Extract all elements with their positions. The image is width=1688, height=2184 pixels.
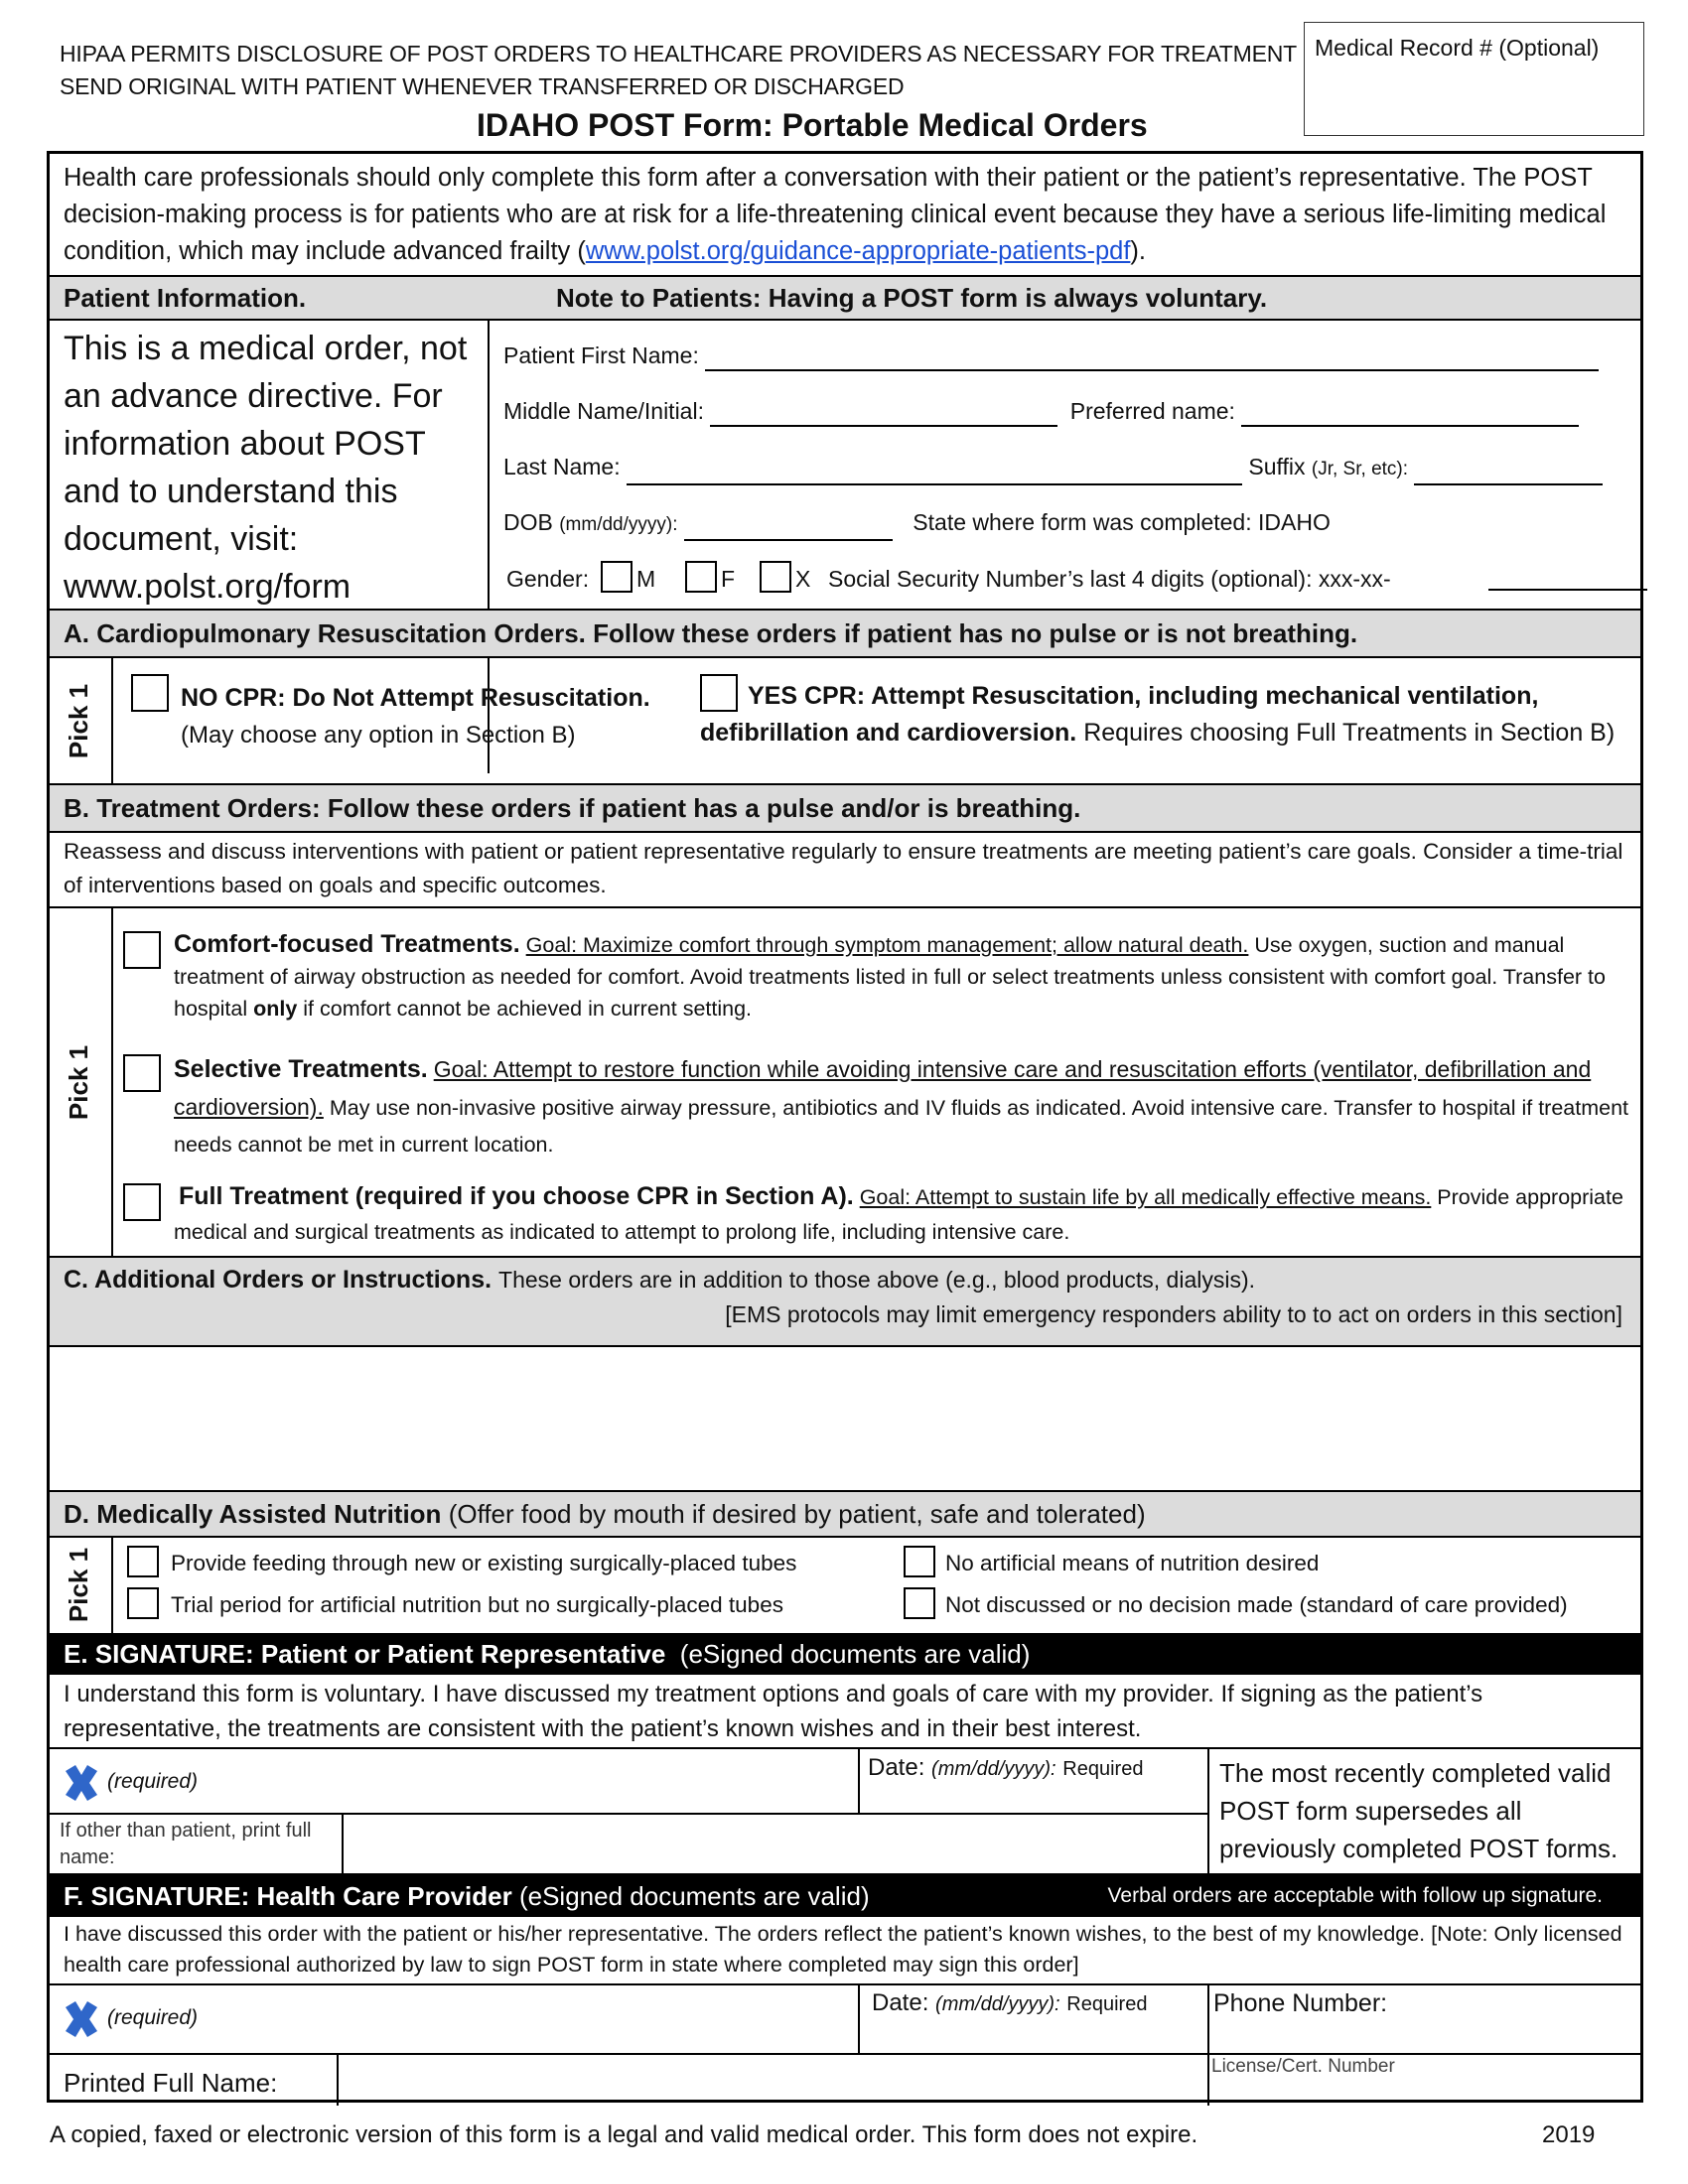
verbal-orders-note: Verbal orders are acceptable with follow up signature. <box>1107 1884 1603 1907</box>
nutrition-none-label: No artificial means of nutrition desired <box>945 1551 1320 1575</box>
state-completed: State where form was completed: IDAHO <box>913 509 1331 535</box>
gender-x-checkbox[interactable] <box>760 561 791 593</box>
medical-record-field[interactable] <box>1304 22 1644 136</box>
patient-sig-required: (required) <box>107 1770 199 1793</box>
sign-here-icon <box>60 1761 103 1805</box>
yes-cpr-note: Requires choosing Full Treatments in Section B) <box>1083 719 1616 747</box>
intro-text <box>64 160 1632 270</box>
preferred-name-input[interactable] <box>1241 401 1579 427</box>
last-name-input[interactable] <box>627 460 1242 485</box>
full-treatment-checkbox[interactable] <box>123 1183 161 1221</box>
nutrition-trial-label: Trial period for artificial nutrition but no surgically-placed tubes <box>171 1592 783 1617</box>
ssn-label: Social Security Number’s last 4 digits (optional): xxx-xx- <box>828 566 1391 592</box>
no-cpr-checkbox[interactable] <box>131 674 169 712</box>
patient-info-header <box>50 277 1640 319</box>
patient-date-hint: (mm/dd/yyyy): <box>931 1758 1056 1780</box>
section-a-header: A. Cardiopulmonary Resuscitation Orders. Follow these orders if patient has no pulse or is not breathing. <box>50 611 1640 656</box>
full-treatment-label: Full Treatment (required if you choose CPR in Section A). <box>179 1182 854 1210</box>
full-treatment-text <box>174 1179 1628 1250</box>
printed-name-label: Printed Full Name: <box>64 2068 278 2098</box>
section-d-pick <box>50 1538 109 1631</box>
nutrition-undecided-label: Not discussed or no decision made (standard of care provided) <box>945 1592 1568 1617</box>
hipaa-line-2: SEND ORIGINAL WITH PATIENT WHENEVER TRANSFERRED OR DISCHARGED <box>60 73 905 99</box>
section-d-desc: (Offer food by mouth if desired by patient, safe and tolerated) <box>448 1498 1146 1529</box>
section-d-header <box>50 1492 1640 1536</box>
section-c-label: C. Additional Orders or Instructions. <box>64 1266 492 1294</box>
comfort-goal: Goal: Maximize comfort through symptom management; allow natural death. <box>525 933 1249 957</box>
gender-row <box>506 563 1638 603</box>
section-b-header: B. Treatment Orders: Follow these orders if patient has a pulse and/or is breathing. <box>50 785 1640 831</box>
ssn-input[interactable] <box>1488 565 1647 591</box>
supersede-notice: The most recently completed valid POST form supersedes all previously completed POST forms. <box>1219 1758 1618 1863</box>
comfort-checkbox[interactable] <box>123 931 161 969</box>
license-number-field[interactable] <box>1211 2056 1395 2078</box>
voluntary-note: Note to Patients: Having a POST form is always voluntary. <box>556 282 1268 313</box>
last-name-row <box>503 451 1635 485</box>
form-year: 2019 <box>1542 2121 1596 2148</box>
comfort-label: Comfort-focused Treatments. <box>174 930 520 958</box>
dob-label: DOB <box>503 509 553 535</box>
other-name-label: If other than patient, print full name: <box>60 1820 312 1868</box>
section-b-note: Reassess and discuss interventions with patient or patient representative regularly to ensure treatments are meeting patient’s care goals. Consider a time-trial of interventions based on goals and specific outcomes. <box>64 839 1623 897</box>
gender-x-label: X <box>795 566 811 592</box>
patient-date-required: Required <box>1062 1758 1144 1780</box>
section-d-label: D. Medically Assisted Nutrition <box>64 1498 442 1529</box>
printed-name-input[interactable] <box>339 2055 1205 2106</box>
section-f-desc: (eSigned documents are valid) <box>518 1880 870 1911</box>
selective-label: Selective Treatments. <box>174 1055 428 1083</box>
license-number-label: License/Cert. Number <box>1211 2056 1395 2077</box>
patient-info-title: Patient Information. <box>64 282 307 313</box>
provider-date-hint: (mm/dd/yyyy): <box>935 1993 1060 2015</box>
gender-label: Gender: <box>506 566 590 592</box>
provider-date-required: Required <box>1066 1993 1148 2015</box>
no-cpr-label: NO CPR: Do Not Attempt Resuscitation. <box>181 684 650 712</box>
nutrition-trial-checkbox[interactable] <box>127 1587 159 1619</box>
dob-row <box>503 506 1635 541</box>
section-f-label: F. SIGNATURE: Health Care Provider <box>64 1880 512 1911</box>
nutrition-undecided-checkbox[interactable] <box>904 1587 935 1619</box>
suffix-hint: (Jr, Sr, etc): <box>1311 459 1409 479</box>
no-cpr-note: (May choose any option in Section B) <box>181 722 576 749</box>
additional-orders-input[interactable] <box>50 1347 1640 1490</box>
nutrition-none-checkbox[interactable] <box>904 1546 935 1577</box>
section-e-statement: I understand this form is voluntary. I have discussed my treatment options and goals of care with my provider. If signing as the patient’s representative, the treatments are consistent with the patient’s known wishes and in their best interest. <box>64 1681 1483 1742</box>
full-treatment-goal: Goal: Attempt to sustain life by all medically effective means. <box>859 1185 1432 1209</box>
yes-cpr-label: YES CPR: Attempt Resuscitation, including mechanical ventilation, defibrillation and cardioversion. <box>700 682 1539 747</box>
provider-signature-field[interactable] <box>50 1985 858 2053</box>
gender-f-label: F <box>721 566 736 592</box>
section-b-pick <box>50 908 109 1256</box>
section-e-header <box>50 1633 1640 1675</box>
section-c-header <box>50 1258 1640 1345</box>
dob-input[interactable] <box>684 515 893 541</box>
selective-goal: Goal: Attempt to restore function while avoiding intensive care and resuscitation efforts (ventilator, defibrillation and cardioversion). <box>174 1056 1592 1120</box>
intro-end: ). <box>1130 237 1146 265</box>
form-title: IDAHO POST Form: Portable Medical Orders <box>477 107 1148 143</box>
section-d-pick-label: Pick 1 <box>64 1547 94 1622</box>
yes-cpr-text <box>700 678 1623 751</box>
nutrition-tubes-label: Provide feeding through new or existing surgically-placed tubes <box>171 1551 797 1575</box>
gender-f-checkbox[interactable] <box>685 561 717 593</box>
section-b-pick-label: Pick 1 <box>64 1044 94 1120</box>
section-c-title <box>64 1266 1255 1295</box>
gender-m-label: M <box>636 566 656 592</box>
medical-order-notice: This is a medical order, not an advance directive. For information about POST and to understand this document, visit: www.polst.org/form <box>64 330 468 606</box>
guidance-link[interactable]: www.polst.org/guidance-appropriate-patients-pdf <box>585 237 1131 265</box>
section-c-desc: These orders are in addition to those above (e.g., blood products, dialysis). <box>498 1267 1256 1293</box>
comfort-details-b: if comfort cannot be achieved in current setting. <box>303 997 753 1021</box>
comfort-details-a: Use oxygen, suction and manual treatment of airway obstruction as needed for comfort. Avoid treatments listed in full or select treatments unless consistent with comfort goal. Transfer to hospital <box>174 933 1606 1021</box>
section-a-pick <box>50 658 109 783</box>
section-a-pick-label: Pick 1 <box>64 683 94 758</box>
full-treatment-details: Provide appropriate medical and surgical treatments as indicated to attempt to prolong life, including intensive care. <box>174 1185 1623 1244</box>
section-e-label: E. SIGNATURE: Patient or Patient Representative <box>64 1638 666 1669</box>
phone-number-field[interactable] <box>1213 1989 1387 2018</box>
first-name-input[interactable] <box>705 345 1599 371</box>
preferred-name-label: Preferred name: <box>1069 398 1235 424</box>
comfort-only: only <box>253 997 298 1021</box>
nutrition-tubes-checkbox[interactable] <box>127 1546 159 1577</box>
post-form <box>47 151 1643 2103</box>
patient-date-field[interactable] <box>868 1754 1143 1782</box>
hipaa-notice <box>60 38 1297 103</box>
other-name-input[interactable] <box>344 1815 1207 1872</box>
ems-note: [EMS protocols may limit emergency responders ability to to act on orders in this section] <box>725 1301 1622 1327</box>
medical-record-label: Medical Record # (Optional) <box>1315 35 1600 61</box>
provider-date-field[interactable] <box>872 1989 1147 2017</box>
comfort-text <box>174 928 1628 1024</box>
phone-number-label: Phone Number: <box>1213 1989 1388 2017</box>
middle-name-input[interactable] <box>710 401 1057 427</box>
middle-name-label: Middle Name/Initial: <box>503 398 704 424</box>
intro-body: Health care professionals should only complete this form after a conversation with their patient or the patient’s representative. The POST decision-making process is for patients who are at risk for a life-threatening clinical event because they have a serious life-limiting medical condition, which may include advanced frailty ( <box>64 164 1607 265</box>
sign-here-icon <box>60 1997 103 2041</box>
provider-sig-required: (required) <box>107 2006 199 2029</box>
section-e-desc: (eSigned documents are valid) <box>679 1638 1031 1669</box>
hipaa-line-1: HIPAA PERMITS DISCLOSURE OF POST ORDERS TO HEALTHCARE PROVIDERS AS NECESSARY FOR TREATMENT <box>60 41 1297 67</box>
suffix-input[interactable] <box>1414 460 1603 485</box>
selective-checkbox[interactable] <box>123 1054 161 1092</box>
selective-details: May use non-invasive positive airway pressure, antibiotics and IV fluids as indicated. Avoid intensive care. Transfer to hospital if treatment needs cannot be met in current location. <box>174 1096 1629 1157</box>
gender-m-checkbox[interactable] <box>601 561 633 593</box>
suffix-label: Suffix <box>1248 454 1306 479</box>
patient-date-label: Date: <box>868 1754 925 1781</box>
section-f-header <box>50 1875 1640 1917</box>
selective-text <box>174 1051 1628 1163</box>
dob-hint: (mm/dd/yyyy): <box>559 514 678 535</box>
middle-name-row <box>503 395 1635 427</box>
first-name-row <box>503 340 1635 371</box>
last-name-label: Last Name: <box>503 454 621 479</box>
section-f-statement: I have discussed this order with the patient or his/her representative. The orders reflect the patient’s known wishes, to the best of my knowledge. [Note: Only licensed health care professional authorized by law to sign POST form in state where completed may sign this order] <box>64 1922 1622 1977</box>
footer-legal-note: A copied, faxed or electronic version of this form is a legal and valid medical order. This form does not expire. <box>50 2121 1198 2148</box>
patient-signature-field[interactable] <box>50 1749 858 1813</box>
first-name-label: Patient First Name: <box>503 342 699 368</box>
provider-date-label: Date: <box>872 1989 929 2016</box>
